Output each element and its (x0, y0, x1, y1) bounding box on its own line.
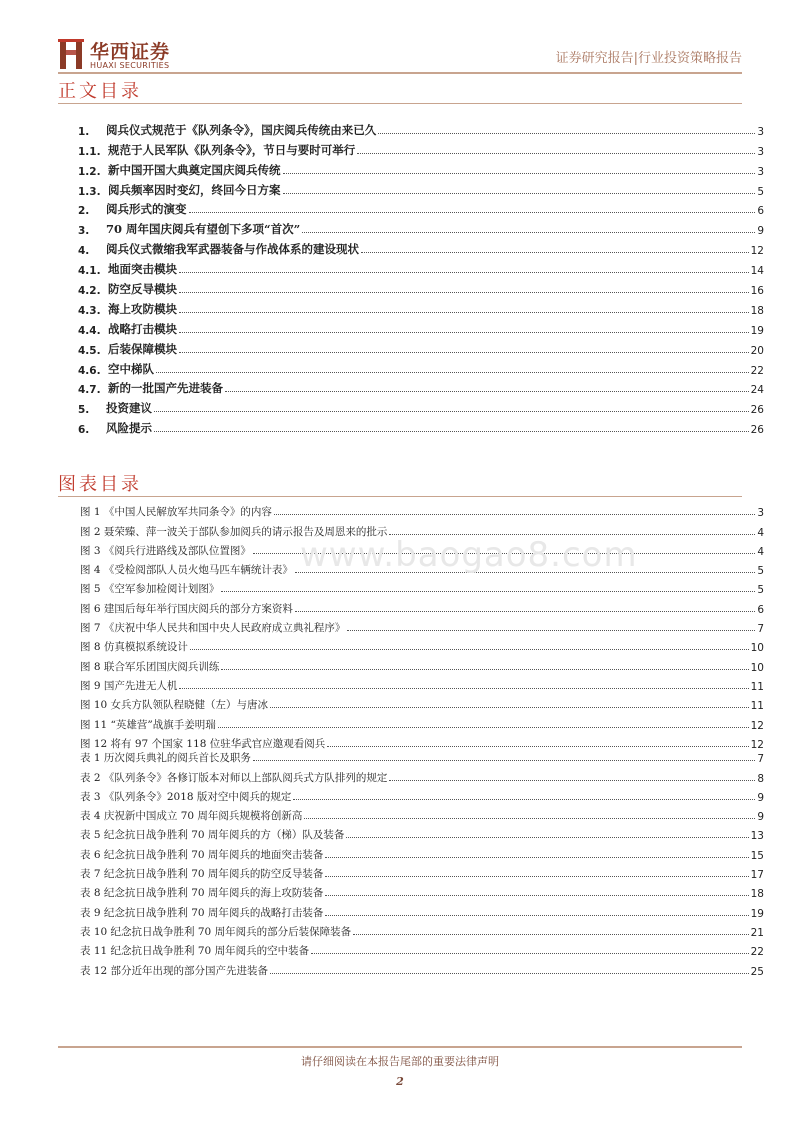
toc-entry[interactable] (78, 138, 764, 158)
toc-entry-page: 5 (757, 185, 764, 198)
toc-entry-number: 2. (78, 205, 90, 218)
dot-leader (156, 372, 749, 373)
table-of-contents (78, 118, 764, 436)
table-entry-label: 表 2 《队列条令》各修订版本对师以上部队阅兵式方队排列的规定 (80, 771, 388, 784)
toc-entry-number: 1. (78, 125, 90, 138)
table-entry-label: 表 7 纪念抗日战争胜利 70 周年阅兵的防空反导装备 (80, 868, 324, 881)
logo-chinese-name: 华西证券 (90, 41, 171, 63)
figure-entry-page: 5 (757, 565, 764, 578)
dot-leader (154, 431, 749, 432)
toc-entry-page: 14 (750, 265, 764, 278)
table-entry[interactable] (80, 785, 764, 804)
figure-entry-label: 图 6 建国后每年举行国庆阅兵的部分方案资料 (80, 602, 293, 615)
figure-entry-page: 3 (757, 507, 764, 520)
toc-entry-number: 1.3. (78, 185, 101, 198)
toc-entry-number: 4.3. (78, 304, 101, 317)
table-entry-page: 18 (750, 888, 764, 901)
table-entry-page: 22 (750, 946, 764, 959)
toc-entry-page: 20 (750, 344, 764, 357)
toc-entry-title: 70 周年国庆阅兵有望创下多项“首次” (106, 222, 301, 237)
toc-entry-number: 6. (78, 424, 90, 437)
figure-entry-page: 10 (750, 661, 764, 674)
toc-entry-title: 投资建议 (106, 401, 152, 416)
dot-leader (302, 232, 755, 233)
page-header (0, 0, 800, 80)
table-entry-page: 19 (750, 907, 764, 920)
toc-entry-title: 地面突击模块 (108, 262, 177, 277)
dot-leader (179, 688, 748, 689)
figure-entry-page: 7 (757, 623, 764, 636)
toc-entry-title: 新中国开国大典奠定国庆阅兵传统 (108, 162, 281, 177)
figure-entry-label: 图 8 联合军乐团国庆阅兵训练 (80, 660, 220, 673)
dot-leader (225, 391, 749, 392)
table-entry[interactable] (80, 920, 764, 939)
table-entry[interactable] (80, 939, 764, 958)
table-entry-page: 9 (757, 811, 764, 824)
toc-entry-number: 4.2. (78, 285, 101, 298)
figure-entry-page: 4 (757, 545, 764, 558)
toc-entry[interactable] (78, 198, 764, 218)
dot-leader (325, 915, 748, 916)
toc-entry[interactable] (78, 297, 764, 317)
toc-entry-page: 9 (757, 225, 764, 238)
toc-entry-number: 4. (78, 245, 90, 258)
figure-entry-page: 6 (757, 603, 764, 616)
huaxi-logo-icon (58, 37, 84, 71)
toc-entry-page: 3 (757, 125, 764, 138)
table-entry[interactable] (80, 823, 764, 842)
dot-leader (154, 411, 749, 412)
table-entry-label: 表 11 纪念抗日战争胜利 70 周年阅兵的空中装备 (80, 945, 310, 958)
table-entry[interactable] (80, 746, 764, 765)
table-entry-page: 25 (750, 965, 764, 978)
table-entry[interactable] (80, 958, 764, 977)
table-entry[interactable] (80, 881, 764, 900)
toc-entry-title: 阅兵频率因时变幻，终回今日方案 (108, 182, 281, 197)
toc-heading: 正文目录 (58, 81, 142, 102)
dot-leader (218, 727, 749, 728)
toc-entry[interactable] (78, 217, 764, 237)
toc-entry-page: 26 (750, 424, 764, 437)
toc-entry-page: 3 (757, 145, 764, 158)
figure-entry-label: 图 4 《受检阅部队人员火炮马匹车辆统计表》 (80, 564, 293, 577)
dot-leader (179, 332, 749, 333)
toc-entry-page: 16 (750, 285, 764, 298)
figure-entry[interactable] (80, 596, 764, 615)
toc-entry-number: 1.2. (78, 165, 101, 178)
figure-entry[interactable] (80, 712, 764, 731)
toc-entry[interactable] (78, 178, 764, 198)
table-entry-page: 9 (757, 791, 764, 804)
figure-entry-label: 图 5 《空军参加检阅计划图》 (80, 583, 220, 596)
toc-entry[interactable] (78, 237, 764, 257)
dot-leader (270, 973, 749, 974)
figure-entry-label: 图 9 国产先进无人机 (80, 679, 178, 692)
table-entry-label: 表 6 纪念抗日战争胜利 70 周年阅兵的地面突击装备 (80, 848, 324, 861)
report-type-label: 证券研究报告|行业投资策略报告 (555, 51, 742, 66)
toc-entry-page: 3 (757, 165, 764, 178)
footer-divider (58, 1046, 742, 1048)
table-entry-label: 表 12 部分近年出现的部分国产先进装备 (80, 964, 269, 977)
table-entry[interactable] (80, 765, 764, 784)
figure-entry-page: 12 (750, 719, 764, 732)
dot-leader (179, 352, 749, 353)
figure-entry-label: 图 2 聂荣臻、萍一波关于部队参加阅兵的请示报告及周恩来的批示 (80, 525, 388, 538)
table-entry-label: 表 8 纪念抗日战争胜利 70 周年阅兵的海上攻防装备 (80, 887, 324, 900)
figures-heading: 图表目录 (58, 474, 142, 495)
toc-entry-page: 26 (750, 404, 764, 417)
dot-leader (311, 953, 749, 954)
dot-leader (179, 272, 749, 273)
table-entry[interactable] (80, 862, 764, 881)
figure-entry[interactable] (80, 577, 764, 596)
toc-entry-title: 海上攻防模块 (108, 301, 177, 316)
dot-leader (295, 611, 755, 612)
figure-entry-page: 4 (757, 526, 764, 539)
table-entry[interactable] (80, 804, 764, 823)
dot-leader (325, 895, 748, 896)
toc-entry-number: 1.1. (78, 145, 101, 158)
toc-entry-number: 4.1. (78, 265, 101, 278)
legal-disclaimer: 请仔细阅读在本报告尾部的重要法律声明 (301, 1055, 499, 1068)
toc-entry-number: 4.4. (78, 324, 101, 337)
dot-leader (179, 312, 749, 313)
figure-entry[interactable] (80, 674, 764, 693)
toc-entry[interactable] (78, 317, 764, 337)
toc-entry-page: 22 (750, 364, 764, 377)
logo-english-name: HUAXI SECURITIES (90, 61, 170, 70)
dot-leader (346, 837, 748, 838)
company-logo (58, 37, 188, 73)
toc-entry-title: 后装保障模块 (108, 341, 177, 356)
toc-heading-divider (58, 103, 742, 104)
table-entry-page: 21 (750, 926, 764, 939)
dot-leader (283, 193, 756, 194)
figure-entry-label: 图 12 将有 97 个国家 118 位驻华武官应邀观看阅兵 (80, 737, 326, 750)
dot-leader (253, 760, 755, 761)
figure-entry-page: 12 (750, 738, 764, 751)
dot-leader (357, 153, 755, 154)
toc-entry[interactable] (78, 257, 764, 277)
figure-entry-page: 11 (750, 680, 764, 693)
toc-entry-title: 防空反导模块 (108, 282, 177, 297)
dot-leader (325, 857, 748, 858)
dot-leader (389, 780, 755, 781)
toc-entry-title: 战略打击模块 (108, 321, 177, 336)
toc-entry-page: 12 (750, 245, 764, 258)
figure-entry[interactable] (80, 500, 764, 519)
dot-leader (190, 649, 749, 650)
dot-leader (347, 630, 755, 631)
figure-entry[interactable] (80, 654, 764, 673)
page-number: 2 (396, 1075, 404, 1088)
toc-entry-page: 18 (750, 304, 764, 317)
table-entry-label: 表 3 《队列条令》2018 版对空中阅兵的规定 (80, 790, 292, 803)
dot-leader (179, 292, 749, 293)
figure-entry-label: 图 10 女兵方队领队程晓健（左）与唐冰 (80, 699, 269, 712)
toc-entry[interactable] (78, 377, 764, 397)
dot-leader (378, 133, 755, 134)
toc-entry-number: 3. (78, 225, 90, 238)
table-list (80, 746, 764, 978)
toc-entry[interactable] (78, 337, 764, 357)
toc-entry[interactable] (78, 118, 764, 138)
toc-entry-title: 阅兵仪式规范于《队列条令》，国庆阅兵传统由来已久 (106, 122, 377, 137)
table-entry-label: 表 1 历次阅兵典礼的阅兵首长及职务 (80, 752, 251, 765)
toc-entry-number: 4.6. (78, 364, 101, 377)
dot-leader (270, 707, 749, 708)
figure-entry-label: 图 3 《阅兵行进路线及部队位置图》 (80, 544, 251, 557)
toc-entry-number: 5. (78, 404, 90, 417)
toc-entry-title: 风险提示 (106, 421, 152, 436)
toc-entry-title: 新的一批国产先进装备 (108, 381, 223, 396)
table-entry[interactable] (80, 900, 764, 919)
dot-leader (283, 173, 756, 174)
toc-entry-title: 规范于人民军队《队列条令》，节日与要时可举行 (108, 142, 356, 157)
table-entry-page: 8 (757, 772, 764, 785)
dot-leader (221, 591, 755, 592)
toc-entry-title: 空中梯队 (108, 361, 154, 376)
figure-entry[interactable] (80, 693, 764, 712)
figure-entry-page: 10 (750, 642, 764, 655)
table-entry-page: 17 (750, 869, 764, 882)
toc-entry[interactable] (78, 357, 764, 377)
figure-entry[interactable] (80, 635, 764, 654)
figure-entry-label: 图 7 《庆祝中华人民共和国中央人民政府成立典礼程序》 (80, 622, 346, 635)
toc-entry[interactable] (78, 158, 764, 178)
dot-leader (361, 252, 749, 253)
figure-entry-page: 5 (757, 584, 764, 597)
toc-entry[interactable] (78, 416, 764, 436)
table-entry-page: 15 (750, 849, 764, 862)
figure-entry[interactable] (80, 616, 764, 635)
toc-entry-number: 4.5. (78, 344, 101, 357)
dot-leader (293, 799, 755, 800)
toc-entry-title: 阅兵仪式微缩我军武器装备与作战体系的建设现状 (106, 242, 359, 257)
table-entry-label: 表 10 纪念抗日战争胜利 70 周年阅兵的部分后装保障装备 (80, 925, 352, 938)
toc-entry-page: 19 (750, 324, 764, 337)
toc-entry-title: 阅兵形式的演变 (106, 202, 187, 217)
table-entry-label: 表 5 纪念抗日战争胜利 70 周年阅兵的方（梯）队及装备 (80, 829, 345, 842)
dot-leader (353, 934, 749, 935)
figure-entry-page: 11 (750, 700, 764, 713)
toc-entry-number: 4.7. (78, 384, 101, 397)
figure-entry-label: 图 8 仿真模拟系统设计 (80, 641, 188, 654)
figure-entry-label: 图 11 “英雄营”战旗手姜明瑞 (80, 718, 216, 731)
figures-heading-divider (58, 496, 742, 497)
table-entry-label: 表 9 纪念抗日战争胜利 70 周年阅兵的战略打击装备 (80, 906, 324, 919)
table-entry-page: 13 (750, 830, 764, 843)
toc-entry[interactable] (78, 277, 764, 297)
toc-entry-page: 6 (757, 205, 764, 218)
dot-leader (325, 876, 748, 877)
figure-entry-label: 图 1 《中国人民解放军共同条令》的内容 (80, 506, 272, 519)
watermark: www.baogao8.com (300, 535, 638, 575)
toc-entry[interactable] (78, 396, 764, 416)
dot-leader (274, 514, 755, 515)
table-entry-page: 7 (757, 753, 764, 766)
header-divider (58, 72, 742, 74)
dot-leader (221, 669, 748, 670)
table-entry[interactable] (80, 842, 764, 861)
dot-leader (189, 212, 756, 213)
table-entry-label: 表 4 庆祝新中国成立 70 周年阅兵规模将创新高 (80, 810, 303, 823)
dot-leader (304, 818, 755, 819)
toc-entry-page: 24 (750, 384, 764, 397)
